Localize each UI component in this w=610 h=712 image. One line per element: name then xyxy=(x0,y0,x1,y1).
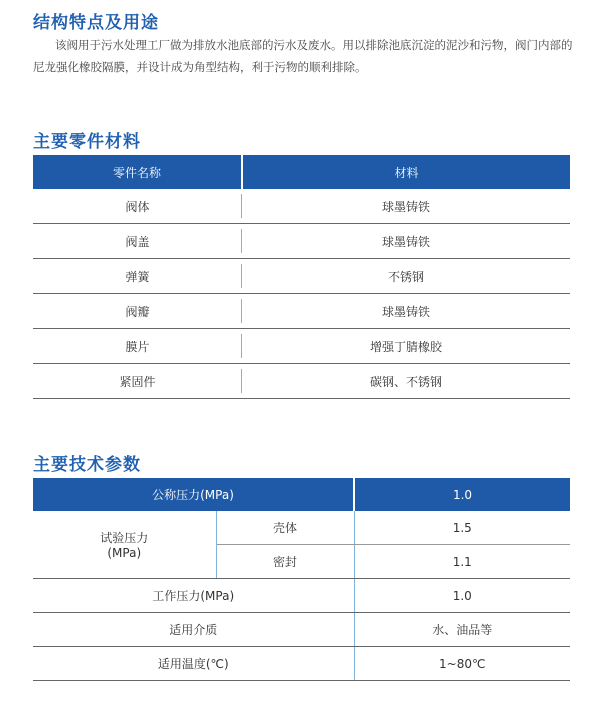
nominal-pressure-value: 1.0 xyxy=(354,478,570,511)
materials-header-material: 材料 xyxy=(242,155,570,189)
test-pressure-shell-row xyxy=(33,511,570,545)
material-cell: 碳钢、不锈钢 xyxy=(242,364,570,399)
part-name-cell: 膜片 xyxy=(33,329,242,364)
working-pressure-label: 工作压力(MPa) xyxy=(33,579,354,613)
shell-value: 1.5 xyxy=(354,511,570,545)
specs-table xyxy=(33,478,570,681)
materials-heading: 主要零件材料 xyxy=(33,132,141,152)
table-row xyxy=(33,259,570,294)
table-row xyxy=(33,189,570,224)
table-row xyxy=(33,224,570,259)
working-pressure-row xyxy=(33,579,570,613)
shell-label: 壳体 xyxy=(216,511,354,545)
material-cell: 球墨铸铁 xyxy=(242,294,570,329)
test-pressure-label-line1: 试验压力 xyxy=(100,531,149,545)
medium-value: 水、油品等 xyxy=(354,613,570,647)
structure-paragraph xyxy=(33,34,578,78)
table-row xyxy=(33,364,570,399)
structure-text: 该阀用于污水处理工厂做为排放水池底部的污水及废水。用以排除池底沉淀的泥沙和污物，阀门内部的尼龙强化橡胶隔膜，并设计成为角型结构，利于污物的顺利排除。 xyxy=(33,38,573,74)
part-name-cell: 弹簧 xyxy=(33,259,242,294)
temperature-label: 适用温度(℃) xyxy=(33,647,354,681)
specs-heading: 主要技术参数 xyxy=(33,455,141,475)
material-cell: 不锈钢 xyxy=(242,259,570,294)
nominal-pressure-label: 公称压力(MPa) xyxy=(33,478,354,511)
table-row xyxy=(33,329,570,364)
medium-label: 适用介质 xyxy=(33,613,354,647)
material-cell: 增强丁腈橡胶 xyxy=(242,329,570,364)
materials-header-part: 零件名称 xyxy=(33,155,242,189)
materials-table xyxy=(33,155,570,399)
table-row xyxy=(33,294,570,329)
temperature-value: 1~80℃ xyxy=(354,647,570,681)
test-pressure-label-line2: (MPa) xyxy=(107,546,142,560)
seal-label: 密封 xyxy=(216,545,354,579)
material-cell: 球墨铸铁 xyxy=(242,189,570,224)
part-name-cell: 阀盖 xyxy=(33,224,242,259)
part-name-cell: 阀瓣 xyxy=(33,294,242,329)
temperature-row xyxy=(33,647,570,681)
part-name-cell: 紧固件 xyxy=(33,364,242,399)
part-name-cell: 阀体 xyxy=(33,189,242,224)
medium-row xyxy=(33,613,570,647)
material-cell: 球墨铸铁 xyxy=(242,224,570,259)
structure-heading: 结构特点及用途 xyxy=(33,13,159,33)
seal-value: 1.1 xyxy=(354,545,570,579)
nominal-pressure-row xyxy=(33,478,570,511)
test-pressure-label xyxy=(33,511,216,579)
materials-header-row xyxy=(33,155,570,189)
working-pressure-value: 1.0 xyxy=(354,579,570,613)
